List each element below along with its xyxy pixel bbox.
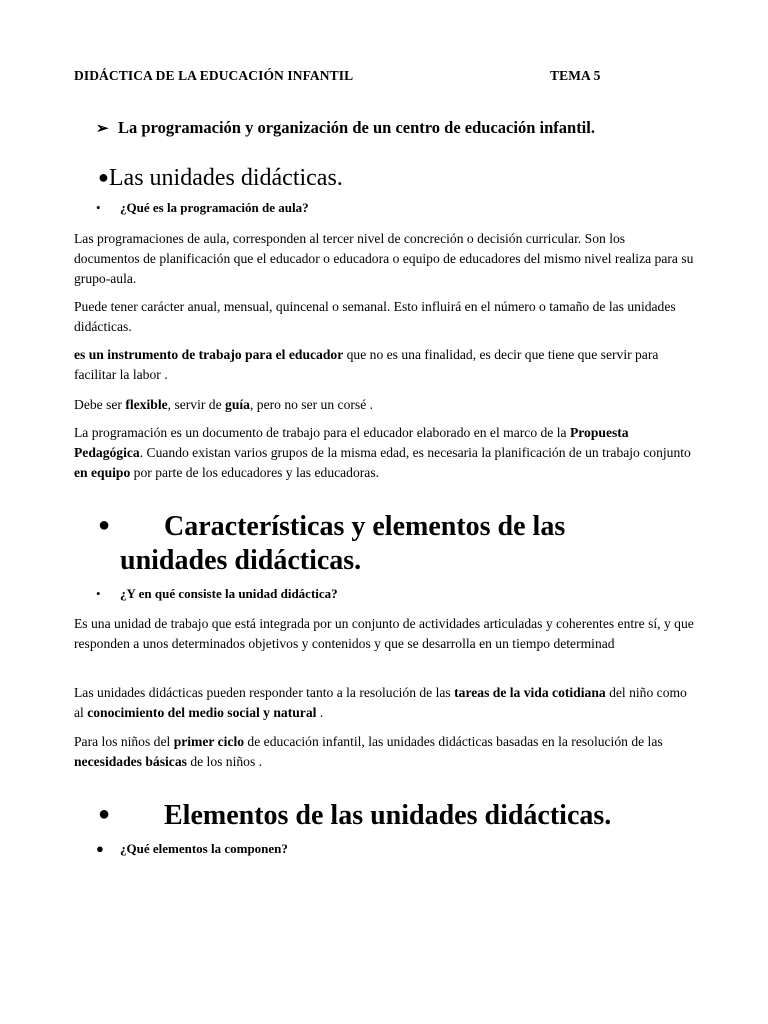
paragraph-7: Las unidades didácticas pueden responder tanto a la resolución de las tareas de la vida cotidiana del niño como al conocimiento del medio social y natural . xyxy=(74,685,687,720)
circle-bullet-icon: ● xyxy=(96,841,104,856)
section-question-2: • ¿Y en qué consiste la unidad didáctica? xyxy=(96,586,338,601)
section-question-1: • ¿Qué es la programación de aula? xyxy=(96,200,309,215)
small-bullet-icon: • xyxy=(96,586,101,601)
page-header xyxy=(74,68,634,84)
section-heading-2: ● Características y elementos de las unidades didácticas. xyxy=(98,508,718,578)
paragraph-1: Las programaciones de aula, corresponden al tercer nivel de concreción o decisión curricular. Son los documentos de planificación que el educador o educadora o equipo de educadores del mismo nivel realiza para su grupo-aula. xyxy=(74,231,694,286)
paragraph-2: Puede tener carácter anual, mensual, quincenal o semanal. Esto influirá en el número o tamaño de las unidades didácticas. xyxy=(74,299,676,334)
section-heading-1: ●Las unidades didácticas. xyxy=(98,162,718,193)
paragraph-6: Es una unidad de trabajo que está integrada por un conjunto de actividades articuladas y coherentes entre sí, y que responden a unos determinados objetivos y contenidos y que se desarrolla en un tiempo determinad xyxy=(74,616,694,651)
circle-bullet-icon: ● xyxy=(98,167,109,187)
topic-title-text: La programación y organización de un centro de educación infantil. xyxy=(118,118,595,137)
paragraph-8: Para los niños del primer ciclo de educación infantil, las unidades didácticas basadas en la resolución de las necesidades básicas de los niños . xyxy=(74,734,663,769)
circle-bullet-icon: ● xyxy=(98,514,111,536)
paragraph-4: Debe ser flexible, servir de guía, pero no ser un corsé . xyxy=(74,397,374,412)
section-question-3: ● ¿Qué elementos la componen? xyxy=(96,841,288,856)
topic-title xyxy=(96,118,736,138)
arrow-bullet-icon: ➢ xyxy=(96,121,109,137)
section-heading-3: ● Elementos de las unidades didácticas. xyxy=(98,797,718,833)
header-tema: TEMA 5 xyxy=(550,68,601,83)
circle-bullet-icon: ● xyxy=(98,803,111,825)
header-title: DIDÁCTICA DE LA EDUCACIÓN INFANTIL xyxy=(74,68,354,83)
paragraph-5: La programación es un documento de trabajo para el educador elaborado en el marco de la Propuesta Pedagógica. Cuando existan varios grupos de la misma edad, es necesaria la planificación de un trabajo conjunto en equipo por parte de los educadores y las educadoras. xyxy=(74,425,691,480)
paragraph-3: es un instrumento de trabajo para el educador que no es una finalidad, es decir que tiene que servir para facilitar la labor . xyxy=(74,347,659,382)
small-bullet-icon: • xyxy=(96,200,101,215)
